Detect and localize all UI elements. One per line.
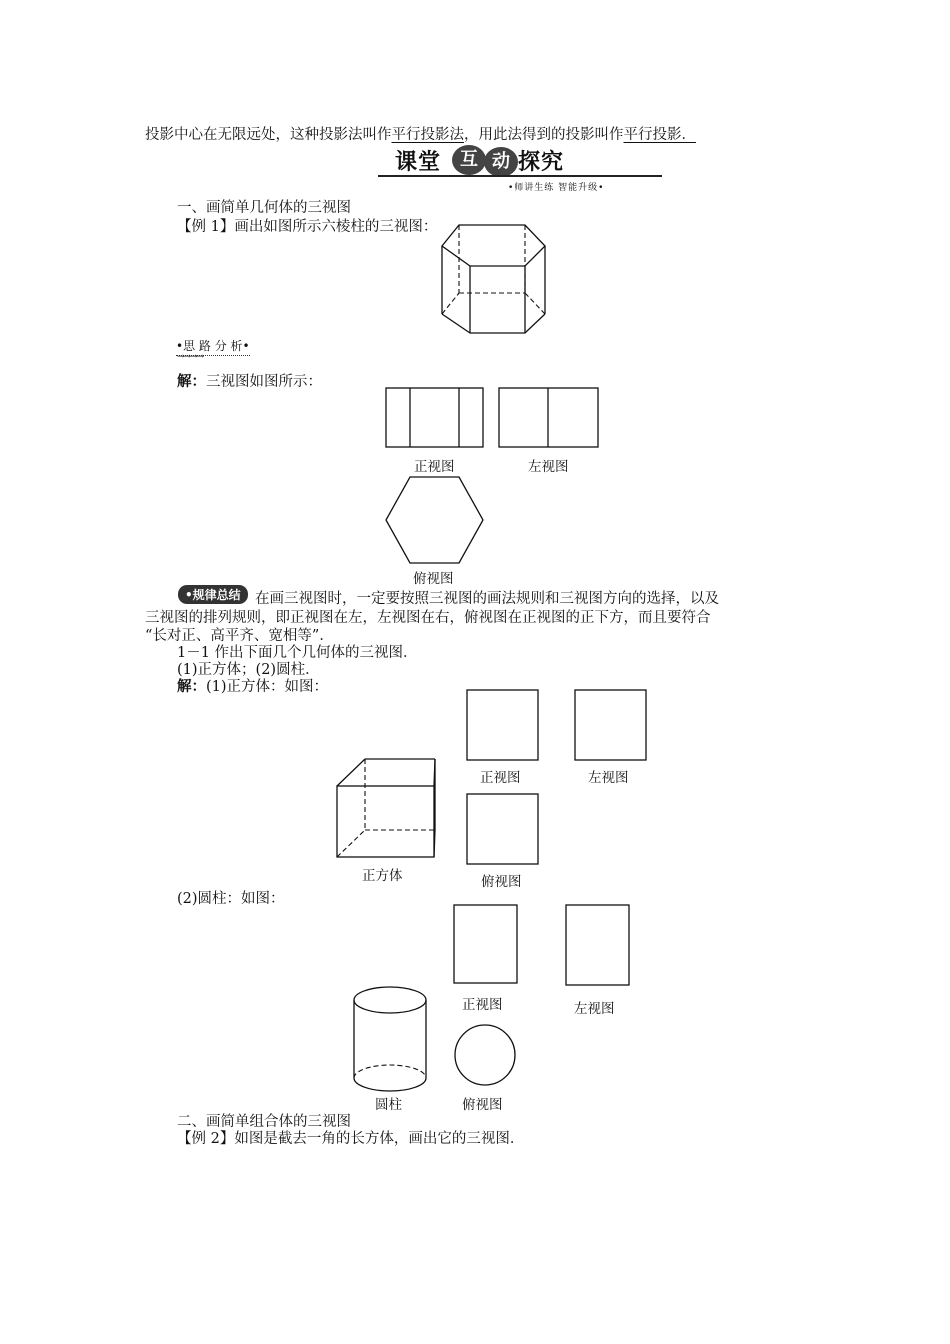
cylinder-front-caption: 正视图 (462, 997, 503, 1013)
hex-top-caption: 俯视图 (413, 571, 454, 587)
cube-top-caption: 俯视图 (481, 874, 522, 890)
summary-line3: “长对正、高平齐、宽相等”． (145, 628, 334, 644)
cylinder-top-view (455, 1025, 515, 1085)
cylinder-front-view (454, 905, 517, 983)
intro-term-parallel-projection: 平行投影． (623, 127, 696, 143)
cube-left-caption: 左视图 (588, 770, 629, 786)
section2-heading: 二、画简单组合体的三视图 (177, 1114, 351, 1130)
exercise-solution-label: 解： (177, 678, 206, 695)
cylinder-top-caption: 俯视图 (462, 1097, 503, 1113)
banner-char-hu: 互 (452, 145, 486, 175)
cylinder-top-ellipse (354, 987, 426, 1013)
exercise-title: 1－1 作出下面几个几何体的三视图． (177, 645, 418, 661)
hex-front-caption: 正视图 (414, 459, 455, 475)
example2-statement: 【例 2】如图是截去一角的长方体，画出它的三视图． (177, 1131, 525, 1147)
solution-label: 解： (177, 373, 206, 390)
intro-prefix: 投影中心在无限远处，这种投影法叫作 (145, 127, 392, 143)
cylinder-left-view (566, 905, 629, 985)
cube-solid-caption: 正方体 (362, 868, 403, 884)
hex-left-caption: 左视图 (528, 459, 569, 475)
summary-line2: 三视图的排列规则，即正视图在左，左视图在右，俯视图在正视图的正下方，而且要符合 (145, 610, 711, 626)
analysis-arrows: →→→→ (177, 352, 204, 362)
exercise-solution-text: (1)正方体：如图： (206, 679, 329, 695)
banner-title-part2: 探究 (518, 150, 565, 175)
analysis-tag: •思 路 分 析• (176, 337, 250, 356)
summary-badge: •规律总结 (178, 585, 248, 604)
summary-line1: 在画三视图时，一定要按照三视图的画法规则和三视图方向的选择，以及 (255, 591, 719, 607)
intro-middle: ，用此法得到的投影叫作 (464, 127, 624, 143)
intro-term-parallel-projection-method: 平行投影法 (391, 127, 464, 143)
cylinder-text: (2)圆柱：如图： (177, 891, 285, 907)
cylinder-left-caption: 左视图 (574, 1001, 615, 1017)
banner-subtitle: •师讲生练 智能升级• (508, 183, 605, 193)
solution-text: 三视图如图所示： (206, 374, 322, 390)
section1-heading: 一、画简单几何体的三视图 (177, 200, 351, 216)
exercise-items: (1)正方体；(2)圆柱． (177, 662, 320, 678)
cube-front-caption: 正视图 (480, 770, 521, 786)
cylinder-solid-caption: 圆柱 (375, 1097, 402, 1113)
banner-title-part1: 课堂 (395, 150, 442, 175)
example1-statement: 【例 1】画出如图所示六棱柱的三视图： (177, 219, 438, 235)
banner-char-dong: 动 (484, 147, 518, 177)
